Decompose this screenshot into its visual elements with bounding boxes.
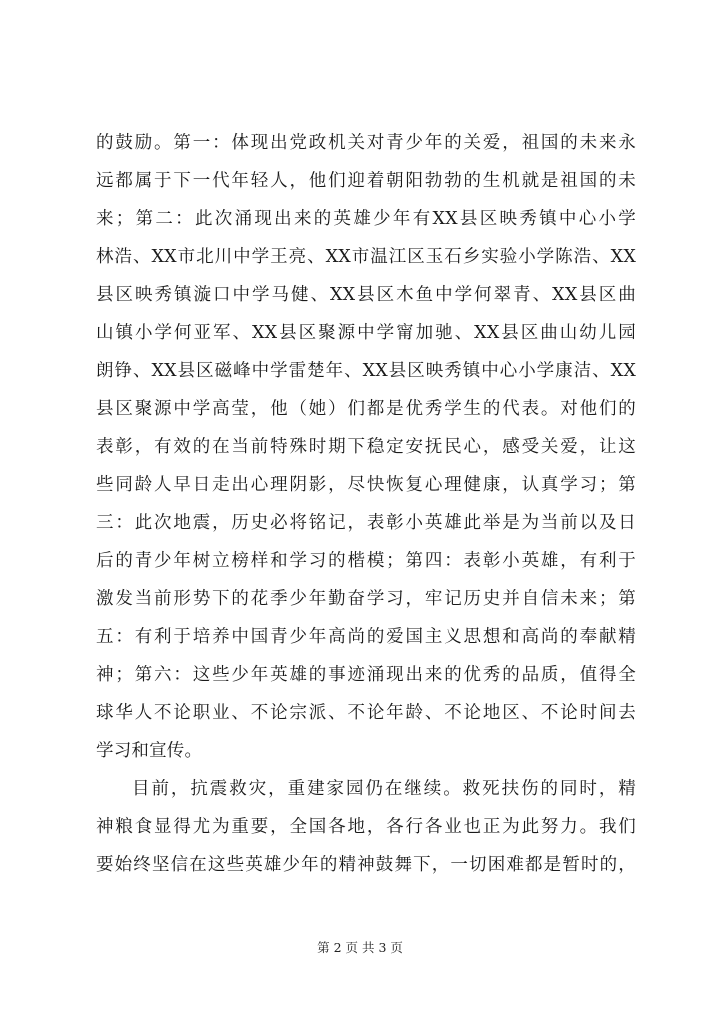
text-line: 县区映秀镇漩口中学马健、XX县区木鱼中学何翠青、XX县区曲 [96, 285, 636, 305]
text-line: 山镇小学何亚军、XX县区聚源中学甯加驰、XX县区曲山幼儿园 [96, 323, 636, 343]
text-line: 远都属于下一代年轻人，他们迎着朝阳勃勃的生机就是祖国的未 [96, 171, 636, 191]
document-body [96, 124, 636, 884]
text-line: 来；第二：此次涌现出来的英雄少年有XX县区映秀镇中心小学 [96, 209, 636, 229]
text-line: 林浩、XX市北川中学王亮、XX市温江区玉石乡实验小学陈浩、XX [96, 247, 636, 267]
page-number-footer: 第 2 页 共 3 页 [317, 940, 403, 955]
text-line: 些同龄人早日走出心理阴影，尽快恢复心理健康，认真学习；第 [96, 475, 636, 495]
text-line: 县区聚源中学高莹，他（她）们都是优秀学生的代表。对他们的 [96, 399, 636, 419]
text-line: 五：有利于培养中国青少年高尚的爱国主义思想和高尚的奉献精 [96, 627, 636, 647]
text-line: 激发当前形势下的花季少年勤奋学习，牢记历史并自信未来；第 [96, 589, 636, 609]
paragraph-2 [96, 770, 636, 884]
text-line: 学习和宣传。 [96, 741, 203, 761]
text-line: 朗铮、XX县区磁峰中学雷楚年、XX县区映秀镇中心小学康洁、XX [96, 361, 636, 381]
text-line: 球华人不论职业、不论宗派、不论年龄、不论地区、不论时间去 [96, 703, 636, 723]
text-line: 目前，抗震救灾，重建家园仍在继续。救死扶伤的同时，精 [132, 779, 636, 799]
text-line: 表彰，有效的在当前特殊时期下稳定安抚民心，感受关爱，让这 [96, 437, 636, 457]
text-line: 神；第六：这些少年英雄的事迹涌现出来的优秀的品质，值得全 [96, 665, 636, 685]
text-line: 要始终坚信在这些英雄少年的精神鼓舞下，一切困难都是暂时的， [96, 855, 636, 875]
text-line: 的鼓励。第一：体现出党政机关对青少年的关爱，祖国的未来永 [96, 133, 636, 153]
paragraph-1 [96, 124, 636, 770]
text-line: 三：此次地震，历史必将铭记，表彰小英雄此举是为当前以及日 [96, 513, 636, 533]
text-line: 神粮食显得尤为重要，全国各地，各行各业也正为此努力。我们 [96, 817, 636, 837]
text-line: 后的青少年树立榜样和学习的楷模；第四：表彰小英雄，有利于 [96, 551, 636, 571]
